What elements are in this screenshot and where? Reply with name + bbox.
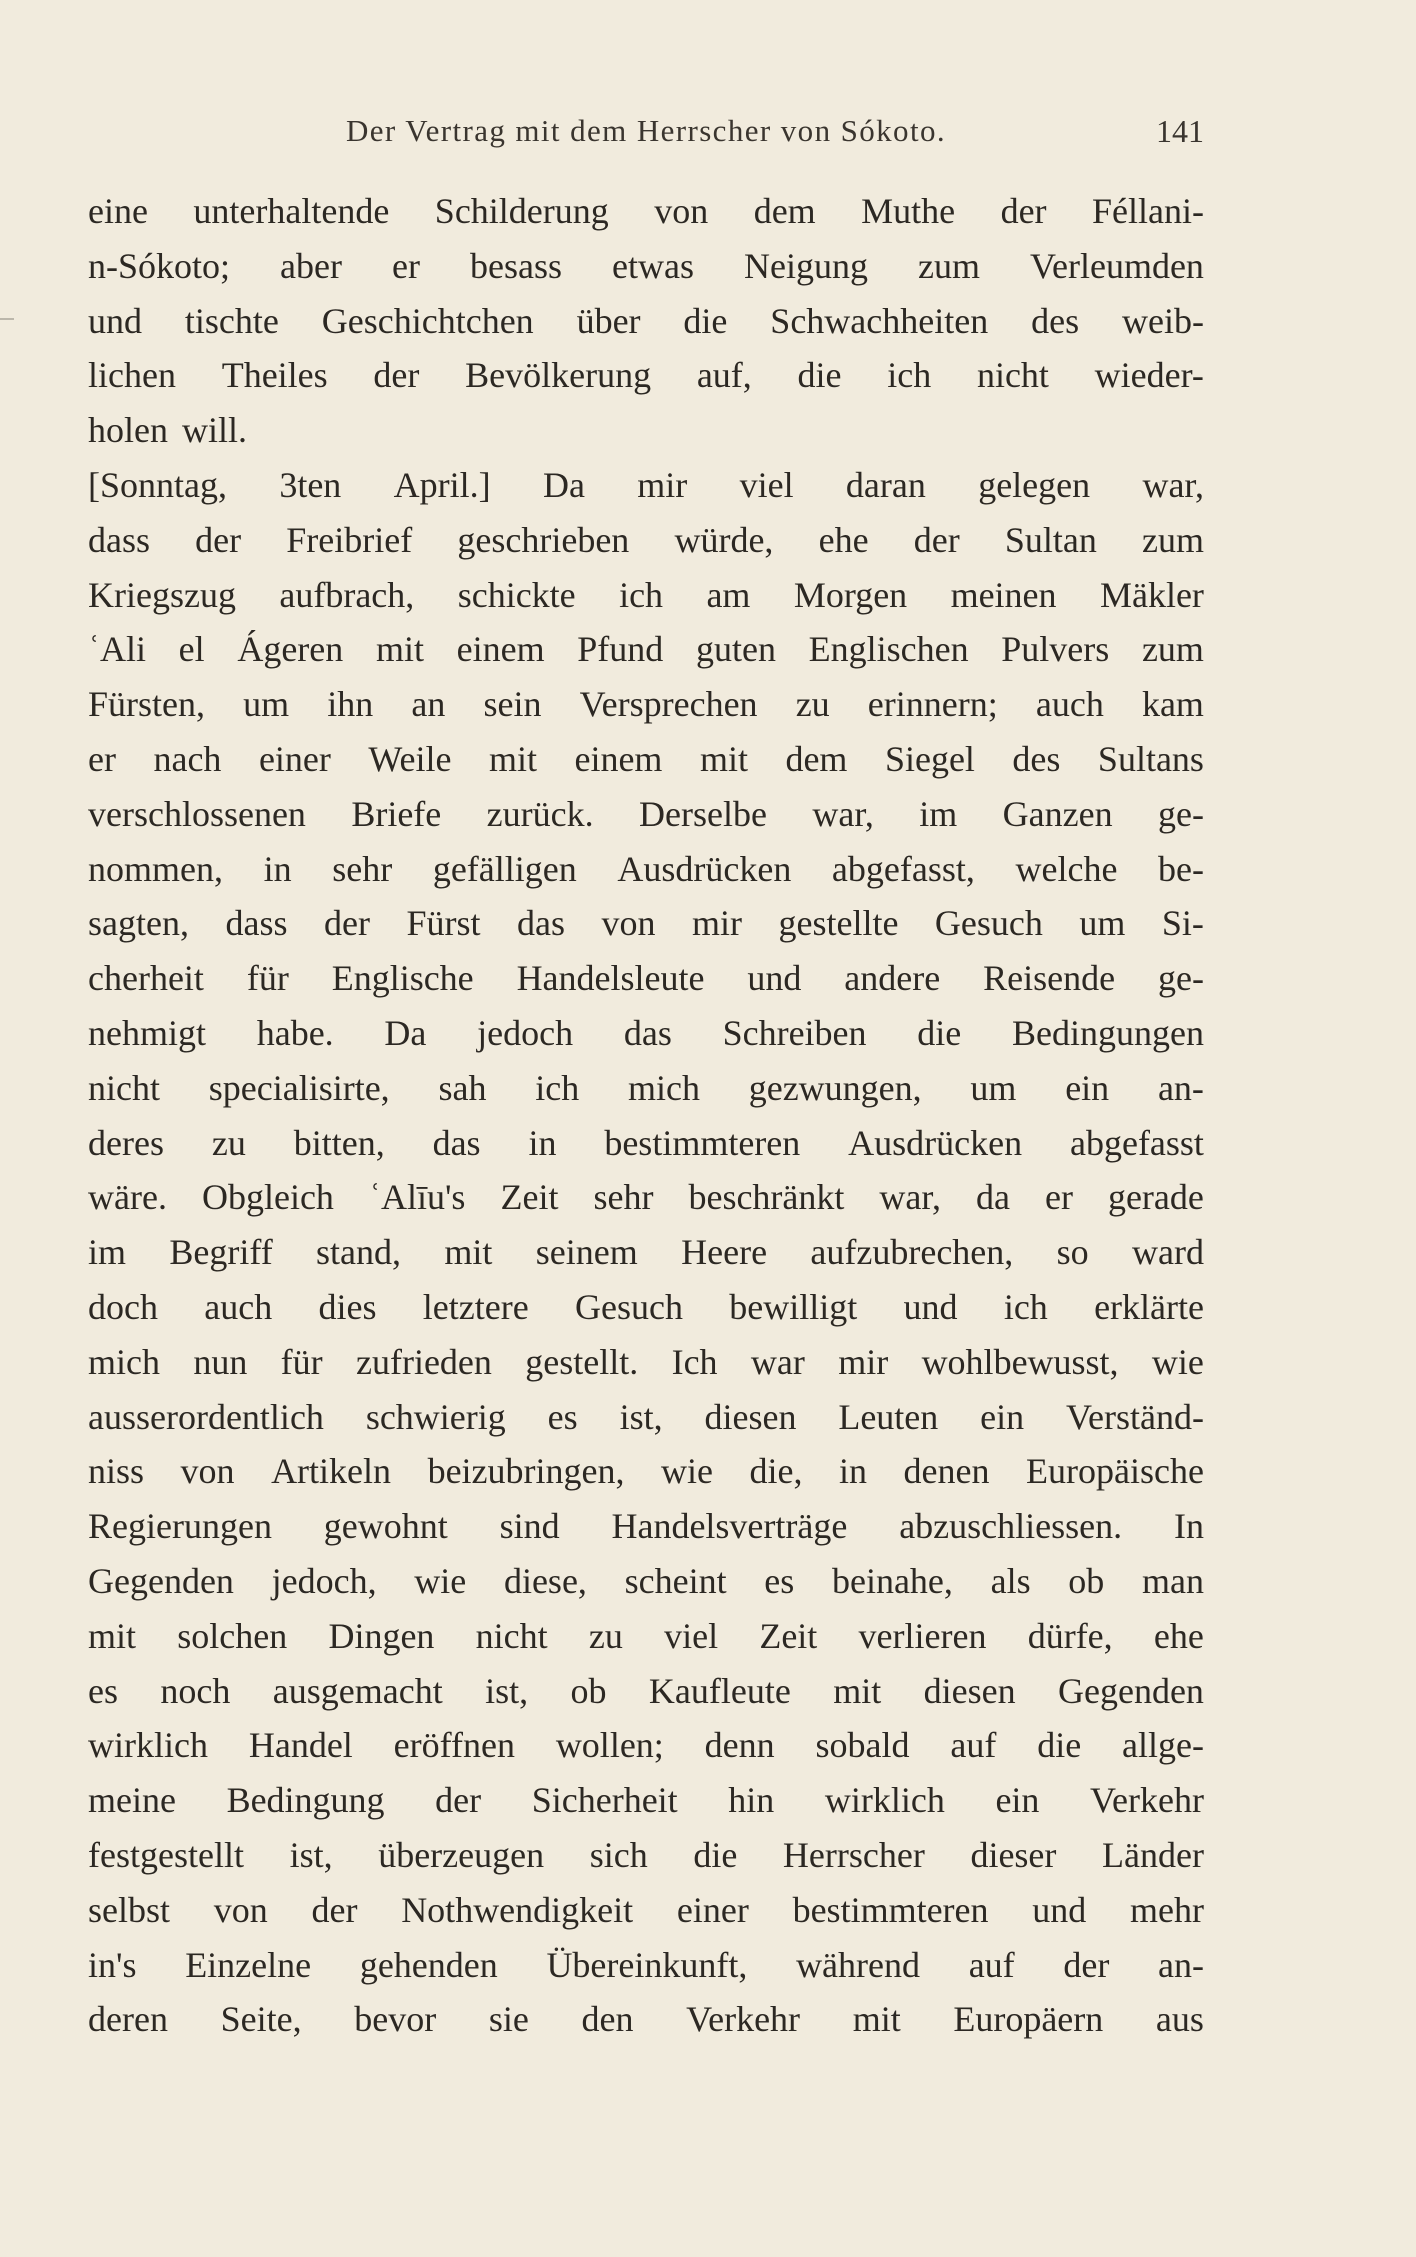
text-line: deres zu bitten, das in bestimmteren Ausdrücken abgefasst — [88, 1122, 1204, 1163]
running-title: Der Vertrag mit dem Herrscher von Sókoto. — [345, 113, 947, 148]
text-line: mich nun für zufrieden gestellt. Ich war mir wohlbewusst, wie — [88, 1341, 1204, 1382]
running-head — [88, 106, 1204, 156]
text-line: und tischte Geschichtchen über die Schwachheiten des weib- — [88, 300, 1204, 341]
text-line: im Begriff stand, mit seinem Heere aufzubrechen, so ward — [88, 1232, 1204, 1273]
text-line: festgestellt ist, überzeugen sich die Herrscher dieser Länder — [88, 1834, 1204, 1875]
text-line: ʿAli el Ágeren mit einem Pfund guten Englischen Pulvers zum — [88, 629, 1204, 670]
text-line: in's Einzelne gehenden Übereinkunft, während auf der an- — [88, 1944, 1204, 1985]
page-number: 141 — [1156, 113, 1204, 149]
text-line: niss von Artikeln beizubringen, wie die, in denen Europäische — [88, 1451, 1204, 1492]
margin-mark — [0, 318, 14, 320]
text-line: meine Bedingung der Sicherheit hin wirklich ein Verkehr — [88, 1780, 1204, 1821]
text-line: es noch ausgemacht ist, ob Kaufleute mit diesen Gegenden — [88, 1670, 1204, 1711]
text-line: mit solchen Dingen nicht zu viel Zeit verlieren dürfe, ehe — [88, 1615, 1204, 1656]
text-line: ausserordentlich schwierig es ist, diesen Leuten ein Verständ- — [88, 1396, 1204, 1437]
text-line: Kriegszug aufbrach, schickte ich am Morgen meinen Mäkler — [88, 574, 1204, 615]
text-line: doch auch dies letztere Gesuch bewilligt und ich erklärte — [88, 1286, 1204, 1327]
text-line: wirklich Handel eröffnen wollen; denn sobald auf die allge- — [88, 1725, 1204, 1766]
text-line: Gegenden jedoch, wie diese, scheint es beinahe, als ob man — [88, 1560, 1204, 1601]
body-text — [88, 184, 1204, 2047]
text-line: lichen Theiles der Bevölkerung auf, die ich nicht wieder- — [88, 355, 1204, 396]
text-line: verschlossenen Briefe zurück. Derselbe war, im Ganzen ge- — [88, 793, 1204, 834]
text-line: n-Sókoto; aber er besass etwas Neigung zum Verleumden — [88, 245, 1204, 286]
text-line: Regierungen gewohnt sind Handelsverträge abzuschliessen. In — [88, 1506, 1204, 1547]
text-line: wäre. Obgleich ʿAlīu's Zeit sehr beschränkt war, da er gerade — [88, 1177, 1204, 1218]
text-line: nommen, in sehr gefälligen Ausdrücken abgefasst, welche be- — [88, 848, 1204, 889]
text-line: sagten, dass der Fürst das von mir gestellte Gesuch um Si- — [88, 903, 1204, 944]
text-line: cherheit für Englische Handelsleute und andere Reisende ge- — [88, 958, 1204, 999]
text-line: nehmigt habe. Da jedoch das Schreiben die Bedingungen — [88, 1012, 1204, 1053]
text-line: er nach einer Weile mit einem mit dem Siegel des Sultans — [88, 738, 1204, 779]
text-line: holen will. — [88, 410, 247, 451]
text-line: nicht specialisirte, sah ich mich gezwungen, um ein an- — [88, 1067, 1204, 1108]
text-line: eine unterhaltende Schilderung von dem Muthe der Féllani- — [88, 191, 1204, 231]
text-line: deren Seite, bevor sie den Verkehr mit Europäern aus — [88, 1999, 1204, 2040]
text-line: Fürsten, um ihn an sein Versprechen zu erinnern; auch kam — [88, 684, 1204, 725]
text-line: [Sonntag, 3ten April.] Da mir viel daran gelegen war, — [88, 464, 1204, 505]
text-line: dass der Freibrief geschrieben würde, ehe der Sultan zum — [88, 519, 1204, 560]
text-line: selbst von der Nothwendigkeit einer bestimmteren und mehr — [88, 1889, 1204, 1930]
